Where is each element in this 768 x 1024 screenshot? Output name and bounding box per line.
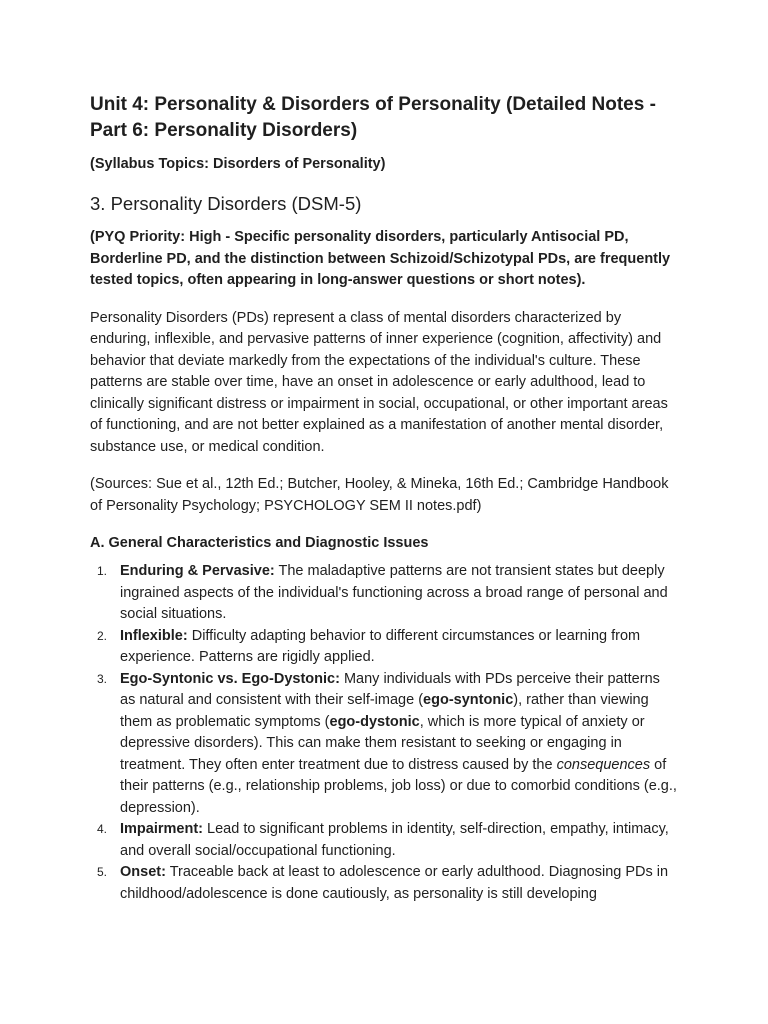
item-text: ), rather than viewing them as problematic symptoms ( <box>120 692 649 730</box>
list-number: 5. <box>97 865 108 879</box>
sources-paragraph: (Sources: Sue et al., 12th Ed.; Butcher, Hooley, & Mineka, 16th Ed.; Cambridge Handbook of Personality Psychology; PSYCHOLOGY SEM II notes.pdf) <box>90 476 669 514</box>
document-title: Unit 4: Personality & Disorders of Personality (Detailed Notes - Part 6: Personality Disorders) <box>90 94 656 141</box>
item-text: The maladaptive patterns are not transient states but deeply ingrained aspects of the individual's functioning across a broad range of personal and social situations. <box>120 563 668 622</box>
subsection-heading: A. General Characteristics and Diagnostic Issues <box>90 535 429 551</box>
item-term: Ego-Syntonic vs. Ego-Dystonic: <box>120 670 340 687</box>
item-term: Onset: <box>120 864 166 880</box>
item-emphasis: ego-dystonic <box>329 713 420 730</box>
list-item <box>90 862 678 905</box>
section-heading: 3. Personality Disorders (DSM-5) <box>90 193 362 214</box>
item-italic: consequences <box>556 756 651 773</box>
item-text: Lead to significant problems in identity, self-direction, empathy, intimacy, and overall social/occupational functioning. <box>120 821 669 859</box>
list-number: 4. <box>97 822 108 836</box>
item-text: , which is more typical of anxiety or depressive disorders). This can make them resistant to seeking or engaging in treatment. They often enter treatment due to distress caused by the <box>120 713 645 773</box>
item-text: Difficulty adapting behavior to different circumstances or learning from experience. Patterns are rigidly applied. <box>120 627 641 665</box>
list-item <box>90 626 678 669</box>
item-emphasis: ego-syntonic <box>423 692 514 708</box>
item-term: Inflexible: <box>120 627 188 644</box>
list-item <box>90 819 678 862</box>
list-number: 3. <box>97 671 108 686</box>
syllabus-topics: (Syllabus Topics: Disorders of Personality) <box>90 156 386 172</box>
item-text: of their patterns (e.g., relationship problems, job loss) or due to comorbid conditions (e.g., depression). <box>120 756 677 816</box>
item-term: Impairment: <box>120 821 203 837</box>
list-number: 2. <box>97 628 108 643</box>
list-item <box>90 561 678 626</box>
item-text: Many individuals with PDs perceive their patterns as natural and consistent with their self-image ( <box>120 670 660 708</box>
item-term: Enduring & Pervasive: <box>120 563 275 579</box>
list-item <box>90 669 678 820</box>
characteristics-list <box>90 561 678 905</box>
intro-paragraph: Personality Disorders (PDs) represent a class of mental disorders characterized by enduring, inflexible, and pervasive patterns of inner experience (cognition, affectivity) and behavior that deviate markedly from the expectations of the individual's culture. These patterns are stable over time, have an onset in adolescence or early adulthood, lead to clinically significant distress or impairment in social, occupational, or other important areas of functioning, and are not better explained as a manifestation of another mental disorder, substance use, or medical condition. <box>90 309 668 455</box>
list-number: 1. <box>97 564 108 578</box>
item-text: Traceable back at least to adolescence or early adulthood. Diagnosing PDs in childhood/adolescence is done cautiously, as personality is still developing <box>120 864 669 902</box>
pyq-priority-note: (PYQ Priority: High - Specific personality disorders, particularly Antisocial PD, Borderline PD, and the distinction between Schizoid/Schizotypal PDs, are frequently tested topics, often appearing in long-answer questions or short notes). <box>90 229 671 288</box>
